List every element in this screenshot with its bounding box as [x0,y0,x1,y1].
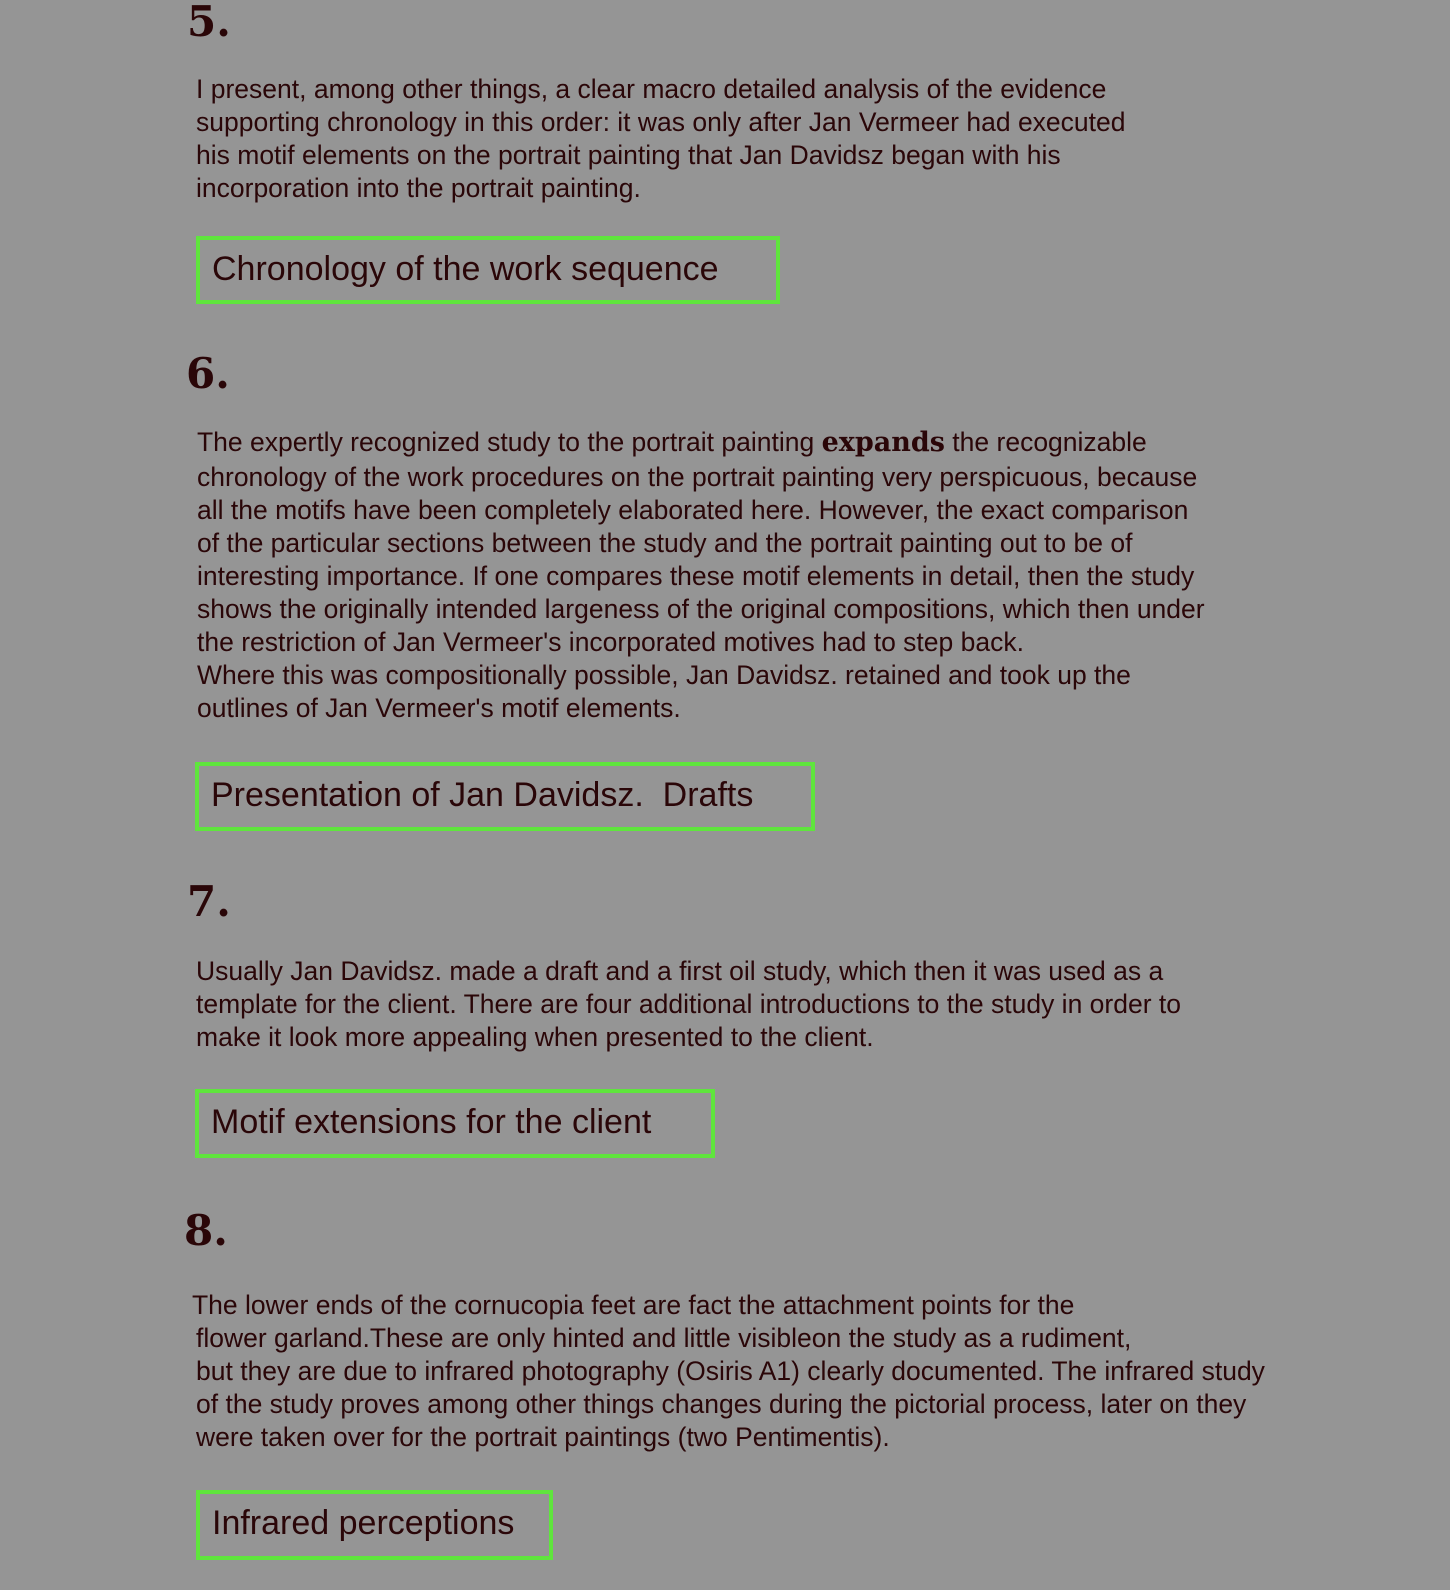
text-line: Usually Jan Davidsz. made a draft and a first oil study, which then it was used as a [196,956,1164,986]
section-number-8: 8. [184,1206,228,1255]
text-line: template for the client. There are four additional introductions to the study in order to [196,989,1181,1019]
text-fragment: the recognizable [944,427,1147,457]
text-line: The lower ends of the cornucopia feet are fact the attachment points for the [192,1290,1075,1320]
text-line: interesting importance. If one compares these motif elements in detail, then the study [197,561,1195,591]
section-7-text [196,955,1181,1054]
text-line: chronology of the work procedures on the portrait painting very perspicuous, because [197,462,1198,492]
text-line: were taken over for the portrait paintings (two Pentimentis). [196,1422,890,1452]
section-number-7: 7. [187,877,231,926]
section-8-text [192,1289,1265,1454]
text-line: all the motifs have been completely elaborated here. However, the exact comparison [197,495,1189,525]
text-line: of the particular sections between the study and the portrait painting out to be of [197,528,1133,558]
text-line: flower garland.These are only hinted and little visibleon the study as a rudiment, [196,1323,1132,1353]
text-line: I present, among other things, a clear macro detailed analysis of the evidence [196,74,1107,104]
text-line: supporting chronology in this order: it was only after Jan Vermeer had executed [196,107,1126,137]
text-line: but they are due to infrared photography (Osiris A1) clearly documented. The infrared study [196,1356,1265,1386]
chronology-link-button[interactable]: Chronology of the work sequence [196,236,780,304]
text-line: of the study proves among other things changes during the pictorial process, later on they [196,1389,1247,1419]
emphasized-word: expands [821,427,945,458]
infrared-link-button[interactable]: Infrared perceptions [196,1490,553,1560]
text-line: incorporation into the portrait painting. [196,173,641,203]
drafts-link-button[interactable]: Presentation of Jan Davidsz. Drafts [195,762,815,831]
text-line [197,426,1205,459]
text-line: shows the originally intended largeness of the original compositions, which then under [197,594,1205,624]
section-6-text [197,426,1205,725]
text-line: his motif elements on the portrait painting that Jan Davidsz began with his [196,140,1061,170]
text-line: Where this was compositionally possible, Jan Davidsz. retained and took up the [197,660,1131,690]
section-number-5: 5. [187,0,231,46]
text-line: the restriction of Jan Vermeer's incorporated motives had to step back. [197,627,1024,657]
section-number-6: 6. [186,349,230,398]
motif-extensions-link-button[interactable]: Motif extensions for the client [195,1089,715,1158]
text-line: outlines of Jan Vermeer's motif elements. [197,693,681,723]
text-line: make it look more appealing when presented to the client. [196,1022,874,1052]
text-fragment: The expertly recognized study to the portrait painting [197,427,822,457]
section-5-text [196,73,1126,205]
